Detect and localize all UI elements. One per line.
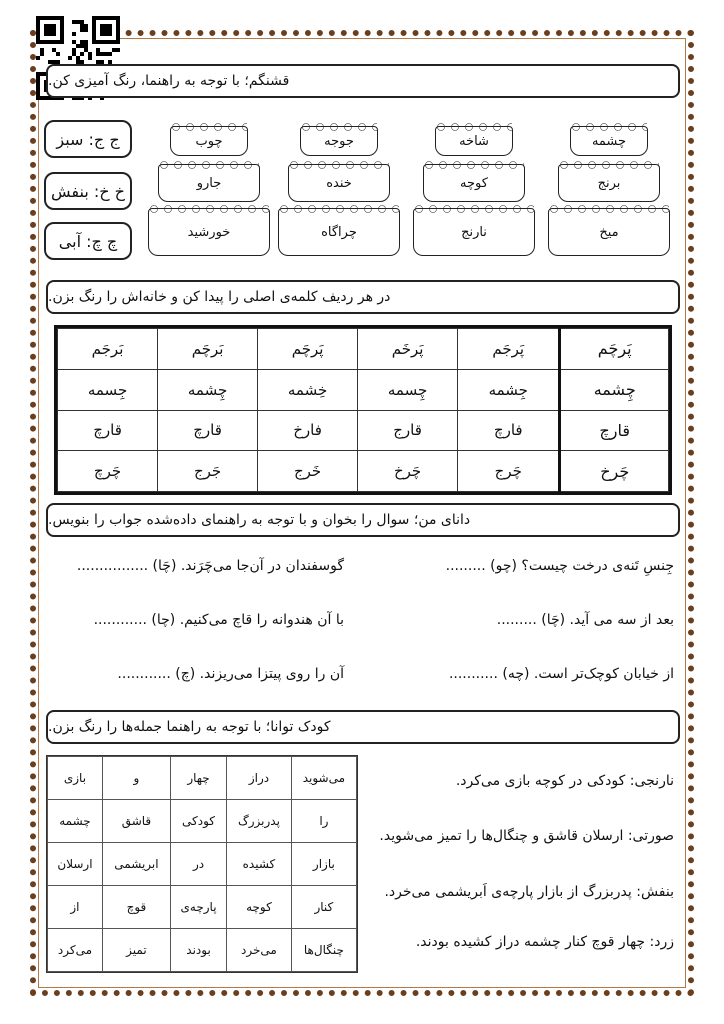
- section-4-header: [46, 710, 680, 744]
- word-grid-cell[interactable]: پَرخَم: [358, 329, 458, 370]
- word-grid-row: [58, 410, 669, 451]
- cake-decoration: [436, 123, 512, 131]
- color-rule: صورتی: ارسلان قاشق و چنگال‌ها را تمیز می‌شوید.: [379, 828, 674, 844]
- word-table-cell[interactable]: می‌خرد: [227, 929, 292, 972]
- word-grid-cell[interactable]: قارچ: [158, 410, 258, 451]
- color-rule: نارنجی: کودکی در کوچه بازی می‌کرد.: [455, 773, 674, 789]
- section-3-header: [46, 503, 680, 537]
- cake-decoration: [549, 205, 669, 213]
- cake-word: چوب: [195, 133, 223, 149]
- word-grid-key: پَرچَم: [560, 329, 669, 370]
- word-table-cell[interactable]: ابریشمی: [102, 843, 170, 886]
- word-table-row: [48, 843, 357, 886]
- cake-tier-mid[interactable]: [158, 164, 260, 202]
- word-table-cell[interactable]: کشیده: [227, 843, 292, 886]
- cake-word: نارنج: [461, 224, 487, 240]
- word-table-cell[interactable]: بازی: [48, 757, 103, 800]
- word-grid-cell[interactable]: قارج: [358, 410, 458, 451]
- word-table-cell[interactable]: کوچه: [227, 886, 292, 929]
- cake-tier-mid[interactable]: [288, 164, 390, 202]
- cake-decoration: [149, 205, 269, 213]
- word-grid-cell[interactable]: چِسمه: [358, 369, 458, 410]
- cake-tier-top[interactable]: [170, 126, 248, 156]
- word-table-row: [48, 929, 357, 972]
- word-grid-cell[interactable]: جَرج: [158, 451, 258, 492]
- word-table: [46, 755, 358, 973]
- cake-tier-mid[interactable]: [558, 164, 660, 202]
- word-table-cell[interactable]: چشمه: [48, 800, 103, 843]
- color-rule: بنفش: پدربزرگ از بازار پارچه‌ی اَبریشمی می‌خرد.: [384, 884, 674, 900]
- word-grid-cell[interactable]: بَرجَم: [58, 329, 158, 370]
- section-1-title: قشنگم؛ با توجه به راهنما، رنگ آمیزی کن.: [48, 73, 290, 89]
- cake-tier-top[interactable]: [435, 126, 513, 156]
- word-grid-cell[interactable]: فارخ: [258, 410, 358, 451]
- question-left[interactable]: با آن هندوانه را قاچ می‌کنیم. (چا) ............: [93, 612, 344, 628]
- word-table-row: [48, 886, 357, 929]
- word-grid-cell[interactable]: چَرج: [458, 451, 560, 492]
- word-grid-key: چَرخ: [560, 451, 669, 492]
- cake-word: چشمه: [591, 133, 627, 149]
- word-grid-cell[interactable]: چَرخ: [358, 451, 458, 492]
- cake-word: جوجه: [324, 133, 354, 149]
- word-table-row: [48, 757, 357, 800]
- word-grid-cell[interactable]: خِشمه: [258, 369, 358, 410]
- cake-tier-mid[interactable]: [423, 164, 525, 202]
- cake-decoration: [171, 123, 247, 131]
- cake-decoration: [159, 161, 259, 169]
- cake-tier-bot[interactable]: [278, 208, 400, 256]
- word-table-cell[interactable]: چهار: [170, 757, 226, 800]
- word-table-cell[interactable]: در: [170, 843, 226, 886]
- word-table-cell[interactable]: تمیز: [102, 929, 170, 972]
- question-right[interactable]: جِنسِ تَنه‌ی درخت چیست؟ (چو) .........: [445, 558, 674, 574]
- word-table-row: [48, 800, 357, 843]
- word-grid-row: [58, 329, 669, 370]
- cake-word: شاخه: [459, 133, 489, 149]
- word-table-cell[interactable]: کودکی: [170, 800, 226, 843]
- word-table-cell[interactable]: دراز: [227, 757, 292, 800]
- cake-decoration: [571, 123, 647, 131]
- cake-word: جارو: [196, 175, 222, 191]
- color-rule: زرد: چهار قوچ کنار چشمه دراز کشیده بودند.: [415, 934, 674, 950]
- word-grid: [54, 325, 672, 495]
- question-left[interactable]: گوسفندان در آن‌جا می‌چَرَند. (چَا) ................: [76, 558, 344, 574]
- word-grid-cell[interactable]: چِشمه: [158, 369, 258, 410]
- cake-decoration: [414, 205, 534, 213]
- word-table-cell[interactable]: قاشق: [102, 800, 170, 843]
- cake-word: خنده: [326, 175, 352, 191]
- section-2-header: [46, 280, 680, 314]
- word-grid-row: [58, 451, 669, 492]
- cake-word: چراگاه: [321, 224, 357, 240]
- cake-decoration: [424, 161, 524, 169]
- cake-word: برنج: [597, 175, 621, 191]
- cake-word: کوچه: [460, 175, 488, 191]
- legend-item-blue: چ چ: آبی: [44, 222, 132, 260]
- word-table-cell[interactable]: می‌شوید: [291, 757, 356, 800]
- word-table-cell[interactable]: چنگال‌ها: [291, 929, 356, 972]
- word-table-cell[interactable]: کنار: [291, 886, 356, 929]
- word-grid-row: [58, 369, 669, 410]
- word-grid-cell[interactable]: بَرچَم: [158, 329, 258, 370]
- cake-word: خورشید: [187, 224, 231, 240]
- cake-tier-top[interactable]: [570, 126, 648, 156]
- section-2-title: در هر ردیف کلمه‌ی اصلی را پیدا کن و خانه‌اش را رنگ بزن.: [48, 289, 391, 305]
- word-grid-cell[interactable]: پَرچَم: [258, 329, 358, 370]
- cake-tier-bot[interactable]: [148, 208, 270, 256]
- word-table-cell[interactable]: بودند: [170, 929, 226, 972]
- cake-tier-bot[interactable]: [413, 208, 535, 256]
- word-table-cell[interactable]: از: [48, 886, 103, 929]
- word-grid-cell[interactable]: قارچ: [58, 410, 158, 451]
- word-table-cell[interactable]: و: [102, 757, 170, 800]
- cake-tier-bot[interactable]: [548, 208, 670, 256]
- word-table-cell[interactable]: را: [291, 800, 356, 843]
- question-right[interactable]: بعد از سه می آید. (چَا) .........: [496, 612, 674, 628]
- cake-decoration: [559, 161, 659, 169]
- word-table-cell[interactable]: می‌کرد: [48, 929, 103, 972]
- word-grid-cell[interactable]: جِسمه: [58, 369, 158, 410]
- legend-item-green: ج ج: سبز: [44, 120, 132, 158]
- section-4-title: کودک توانا؛ با توجه به راهنما جمله‌ها را رنگ بزن.: [48, 719, 331, 735]
- question-left[interactable]: آن را روی پیتزا می‌ریزند. (چ) ............: [117, 666, 344, 682]
- word-grid-cell[interactable]: چَرچ: [58, 451, 158, 492]
- word-table-cell[interactable]: پارچه‌ی: [170, 886, 226, 929]
- word-grid-cell[interactable]: جِشمه: [458, 369, 560, 410]
- cake-decoration: [289, 161, 389, 169]
- word-table-cell[interactable]: بازار: [291, 843, 356, 886]
- word-grid-key: چِشمه: [560, 369, 669, 410]
- word-table-cell[interactable]: ارسلان: [48, 843, 103, 886]
- word-table-cell[interactable]: پدربزرگ: [227, 800, 292, 843]
- word-grid-cell[interactable]: خَرج: [258, 451, 358, 492]
- word-grid-cell[interactable]: پَرجَم: [458, 329, 560, 370]
- word-table-cell[interactable]: قوچ: [102, 886, 170, 929]
- word-grid-cell[interactable]: فارچ: [458, 410, 560, 451]
- word-grid-key: قارچ: [560, 410, 669, 451]
- legend-item-purple: خ خ: بنفش: [44, 172, 132, 210]
- section-3-title: دانای من؛ سوال را بخوان و با توجه به راهنمای داده‌شده جواب را بنویس.: [48, 512, 471, 528]
- cake-decoration: [301, 123, 377, 131]
- cake-word: میخ: [599, 224, 619, 240]
- cake-tier-top[interactable]: [300, 126, 378, 156]
- question-right[interactable]: از خیابان کوچک‌تر است. (چه) ...........: [448, 666, 674, 682]
- section-1-header: [46, 64, 680, 98]
- cake-decoration: [279, 205, 399, 213]
